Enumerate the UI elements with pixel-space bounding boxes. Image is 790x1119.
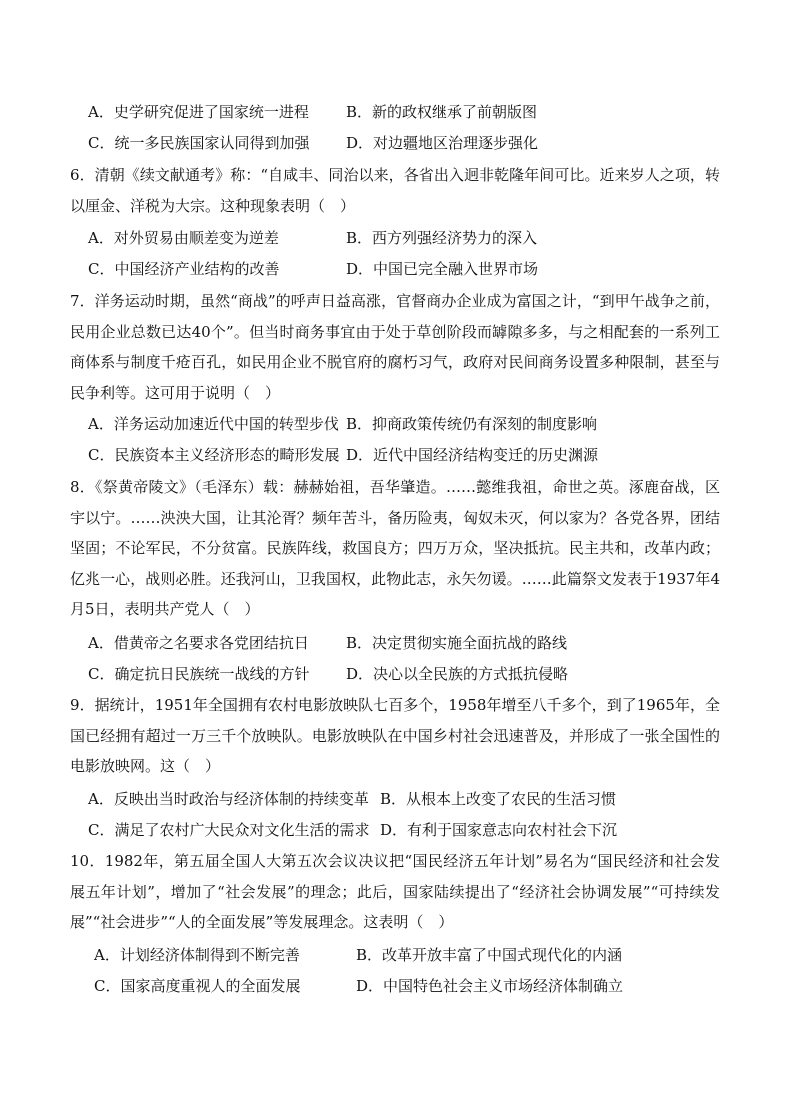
q7-options-row-2	[88, 440, 718, 470]
q7-option-c: C．民族资本主义经济形态的畸形发展	[88, 446, 340, 464]
q8-options-row-1	[88, 628, 718, 658]
q5-option-a: A．史学研究促进了国家统一进程	[88, 103, 309, 121]
q8-option-c: C．确定抗日民族统一战线的方针	[88, 665, 310, 683]
q7-option-a: A．洋务运动加速近代中国的转型步伐	[88, 415, 339, 433]
q6-option-a: A．对外贸易由顺差变为逆差	[88, 229, 279, 247]
q8-option-b: B．决定贯彻实施全面抗战的路线	[346, 634, 568, 652]
q6-options-row-1	[88, 223, 718, 253]
q10-option-b: B．改革开放丰富了中国式现代化的内涵	[356, 946, 623, 964]
q8-options-row-2	[88, 659, 718, 689]
q5-options-row-1	[88, 97, 718, 127]
q8-option-d: D．决心以全民族的方式抵抗侵略	[346, 665, 569, 683]
q10-options-row-2	[94, 971, 724, 1001]
q7-options-row-1	[88, 409, 718, 439]
q6-option-c: C．中国经济产业结构的改善	[88, 260, 280, 278]
q7-option-d: D．近代中国经济结构变迁的历史渊源	[346, 446, 599, 464]
q9-option-c: C．满足了农村广大民众对文化生活的需求	[88, 821, 370, 839]
q10-options-row-1	[94, 940, 724, 970]
question-10-stem: 10．1982年，第五届全国人大第五次会议决议把“国民经济五年计划”易名为“国民经济和社会发展五年计划”，增加了“社会发展”的理念；此后，国家陆续提出了“经济社会协调发展”“可持续发展”“社会进步”“人的全面发展”等发展理念。这表明（ ）	[70, 852, 720, 931]
q5-option-c: C．统一多民族国家认同得到加强	[88, 134, 310, 152]
question-8-stem: 8．《祭黄帝陵文》（毛泽东）载：赫赫始祖，吾华肇造。……懿维我祖，命世之英。涿鹿奋战，区宇以宁。……泱泱大国，让其沦胥？频年苦斗，备历险夷，匈奴未灭，何以家为？各党各界，团结坚固；不论军民，不分贫富。民族阵线，救国良方；四万万众，坚决抵抗。民主共和，改革内政；亿兆一心，战则必胜。还我河山，卫我国权，此物此志，永矢勿谖。……此篇祭文发表于1937年4月5日，表明共产党人（ ）	[70, 478, 720, 618]
q9-options-row-1	[88, 784, 718, 814]
question-9-stem: 9．据统计，1951年全国拥有农村电影放映队七百多个，1958年增至八千多个，到了1965年，全国已经拥有超过一万三千个放映队。电影放映队在中国乡村社会迅速普及，并形成了一张全国性的电影放映网。这（ ）	[70, 696, 720, 775]
q5-options-row-2	[88, 128, 718, 158]
q6-options-row-2	[88, 254, 718, 284]
q9-option-a: A．反映出当时政治与经济体制的持续变革	[88, 790, 369, 808]
q7-option-b: B．抑商政策传统仍有深刻的制度影响	[346, 415, 598, 433]
question-7-stem: 7．洋务运动时期，虽然“商战”的呼声日益高涨，官督商办企业成为富国之计，“到甲午战争之前，民用企业总数已达40个”。但当时商务事宜由于处于草创阶段而罅隙多多，与之相配套的一系列工商体系与制度千疮百孔，如民用企业不脱官府的腐朽习气，政府对民间商务设置多种限制，甚至与民争利等。这可用于说明（ ）	[70, 292, 720, 402]
q5-option-d: D．对边疆地区治理逐步强化	[346, 134, 539, 152]
q10-option-d: D．中国特色社会主义市场经济体制确立	[356, 977, 624, 995]
q9-options-row-2	[88, 815, 718, 845]
q10-option-c: C．国家高度重视人的全面发展	[94, 977, 301, 995]
q5-option-b: B．新的政权继承了前朝版图	[346, 103, 538, 121]
q9-option-b: B．从根本上改变了农民的生活习惯	[380, 790, 617, 808]
q6-option-d: D．中国已完全融入世界市场	[346, 260, 539, 278]
q10-option-a: A．计划经济体制得到不断完善	[94, 946, 300, 964]
q6-option-b: B．西方列强经济势力的深入	[346, 229, 538, 247]
question-6-stem: 6．清朝《续文献通考》称：“自咸丰、同治以来，各省出入迥非乾隆年间可比。近来岁人之项，转以厘金、洋税为大宗。这种现象表明（ ）	[70, 166, 720, 215]
q8-option-a: A．借黄帝之名要求各党团结抗日	[88, 634, 309, 652]
q9-option-d: D．有利于国家意志向农村社会下沉	[380, 821, 618, 839]
